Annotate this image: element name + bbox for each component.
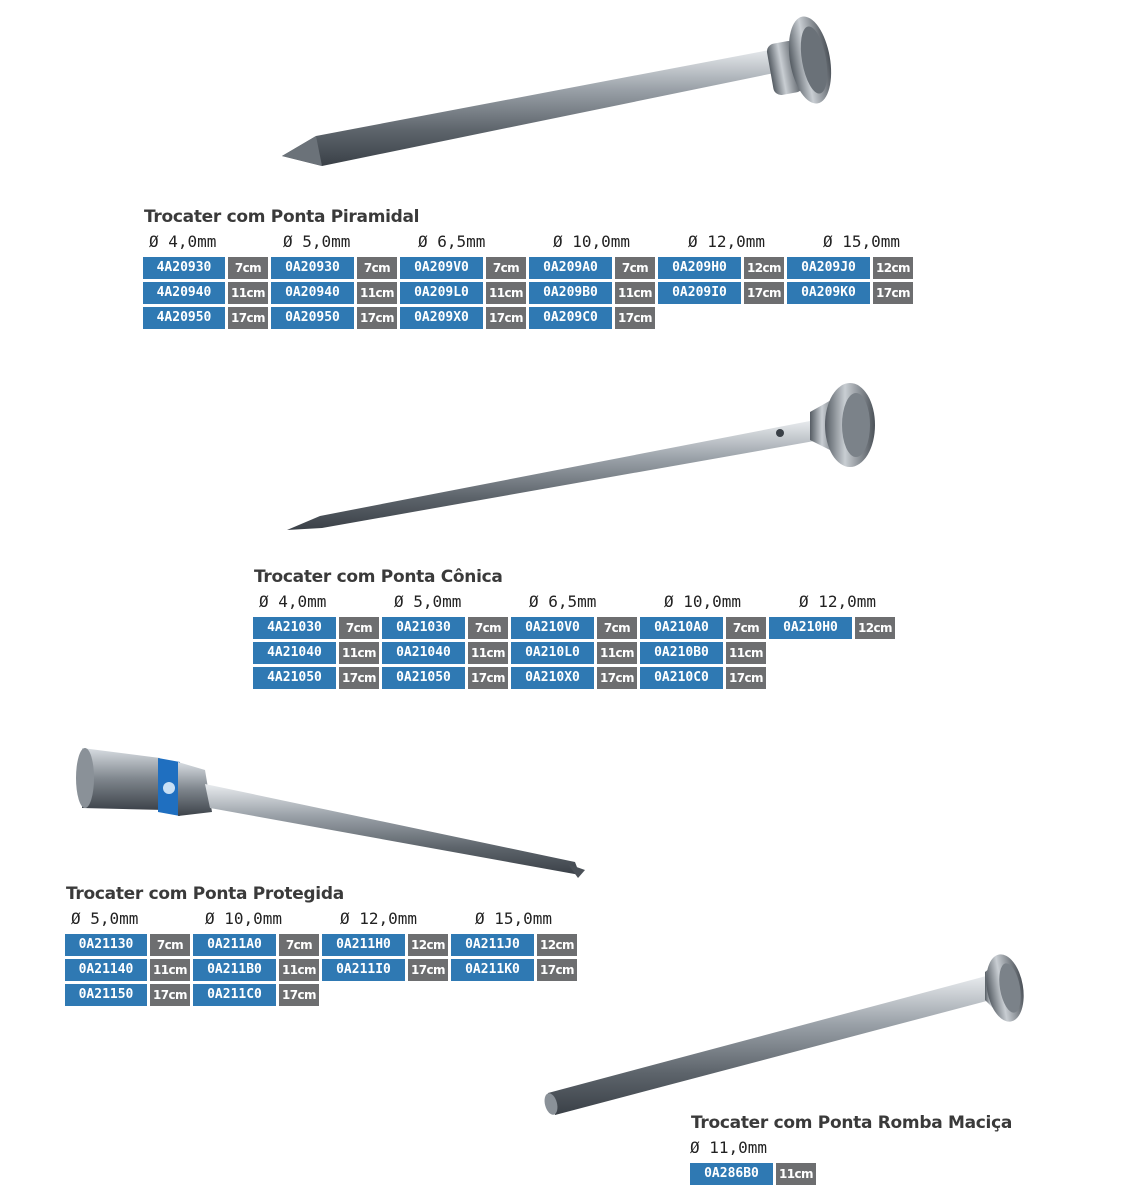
diameter-label: Ø 11,0mm [690,1138,768,1157]
product-code: 0A209K0 [787,282,870,304]
product-protegida [65,884,604,1009]
table-row [253,617,928,639]
product-length: 7cm [468,617,508,639]
table-row [253,667,928,689]
product-code: 0A209A0 [529,257,612,279]
product-length: 11cm [726,642,766,664]
product-length: 12cm [855,617,895,639]
product-code: 0A21140 [65,959,147,981]
diameter-label: Ø 5,0mm [283,232,351,251]
product-length: 11cm [486,282,526,304]
product-length: 11cm [279,959,319,981]
product-length: 7cm [279,934,319,956]
product-length: 17cm [597,667,637,689]
diameter-header-row [253,590,928,614]
product-code: 0A210B0 [640,642,723,664]
product-code: 0A209V0 [400,257,483,279]
product-code: 0A20930 [271,257,354,279]
product-title: Trocater com Ponta Cônica [254,567,503,587]
product-code: 4A21030 [253,617,336,639]
product-length: 17cm [150,984,190,1006]
product-code: 4A20950 [143,307,225,329]
product-length: 11cm [150,959,190,981]
product-title: Trocater com Ponta Protegida [66,884,344,904]
product-length: 17cm [726,667,766,689]
product-code: 0A209X0 [400,307,483,329]
diameter-label: Ø 15,0mm [475,909,553,928]
product-code: 0A210L0 [511,642,594,664]
product-code: 0A209B0 [529,282,612,304]
product-length: 7cm [339,617,379,639]
table-row [690,1163,1012,1185]
table-row [65,959,604,981]
diameter-label: Ø 5,0mm [394,592,462,611]
diameter-label: Ø 6,5mm [529,592,597,611]
product-code: 0A286B0 [690,1163,773,1185]
product-code: 0A21150 [65,984,147,1006]
product-length: 11cm [468,642,508,664]
product-code: 0A21050 [382,667,465,689]
diameter-label: Ø 12,0mm [799,592,877,611]
table-row [253,642,928,664]
product-code: 0A21130 [65,934,147,956]
product-length: 17cm [279,984,319,1006]
product-code: 0A21040 [382,642,465,664]
product-length: 17cm [357,307,397,329]
product-code: 0A211A0 [193,934,276,956]
product-code: 0A211C0 [193,984,276,1006]
product-code: 0A210A0 [640,617,723,639]
product-code: 0A20950 [271,307,354,329]
product-length: 12cm [744,257,784,279]
diameter-label: Ø 10,0mm [664,592,742,611]
product-title: Trocater com Ponta Piramidal [144,207,420,227]
product-length: 11cm [615,282,655,304]
product-conica [253,567,928,692]
product-length: 7cm [615,257,655,279]
product-length: 12cm [873,257,913,279]
product-code: 0A211I0 [322,959,405,981]
product-code: 0A209J0 [787,257,870,279]
product-length: 12cm [537,934,577,956]
diameter-label: Ø 12,0mm [340,909,418,928]
diameter-header-row [143,230,952,254]
product-length: 17cm [615,307,655,329]
product-length: 17cm [408,959,448,981]
product-length: 11cm [228,282,268,304]
table-row [65,984,604,1006]
product-length: 7cm [228,257,268,279]
product-code: 4A21040 [253,642,336,664]
diameter-label: Ø 10,0mm [553,232,631,251]
product-code: 0A211B0 [193,959,276,981]
protected-trocar-image [76,748,585,878]
product-code: 0A211J0 [451,934,534,956]
product-length: 7cm [597,617,637,639]
product-code: 4A20940 [143,282,225,304]
product-length: 17cm [537,959,577,981]
product-length: 11cm [597,642,637,664]
product-code: 0A210X0 [511,667,594,689]
diameter-label: Ø 10,0mm [205,909,283,928]
product-code: 4A21050 [253,667,336,689]
product-code: 0A20940 [271,282,354,304]
diameter-label: Ø 4,0mm [149,232,217,251]
product-code: 0A211K0 [451,959,534,981]
pyramidal-trocar-image [282,13,837,166]
product-code: 0A210C0 [640,667,723,689]
product-code: 0A209I0 [658,282,741,304]
product-code: 0A21030 [382,617,465,639]
product-code: 0A211H0 [322,934,405,956]
product-length: 7cm [150,934,190,956]
diameter-label: Ø 6,5mm [418,232,486,251]
diameter-label: Ø 12,0mm [688,232,766,251]
product-length: 17cm [228,307,268,329]
product-code: 0A210V0 [511,617,594,639]
product-length: 12cm [408,934,448,956]
product-length: 11cm [776,1163,816,1185]
product-length: 7cm [357,257,397,279]
product-piramidal [143,207,952,332]
product-length: 17cm [468,667,508,689]
product-title: Trocater com Ponta Romba Maciça [691,1113,1013,1133]
product-length: 11cm [357,282,397,304]
diameter-label: Ø 5,0mm [71,909,139,928]
product-code: 4A20930 [143,257,225,279]
product-length: 7cm [726,617,766,639]
table-row [143,307,952,329]
product-code: 0A209L0 [400,282,483,304]
table-row [143,282,952,304]
product-length: 11cm [339,642,379,664]
blunt-trocar-image [542,951,1028,1116]
product-length: 17cm [744,282,784,304]
product-code: 0A209C0 [529,307,612,329]
product-length: 17cm [486,307,526,329]
diameter-label: Ø 15,0mm [823,232,901,251]
product-romba-macica [690,1113,1012,1188]
table-row [143,257,952,279]
product-length: 17cm [339,667,379,689]
table-row [65,934,604,956]
conical-trocar-image [287,383,875,530]
product-code: 0A209H0 [658,257,741,279]
diameter-header-row [690,1136,1012,1160]
product-length: 17cm [873,282,913,304]
product-length: 7cm [486,257,526,279]
product-code: 0A210H0 [769,617,852,639]
diameter-label: Ø 4,0mm [259,592,327,611]
diameter-header-row [65,907,604,931]
